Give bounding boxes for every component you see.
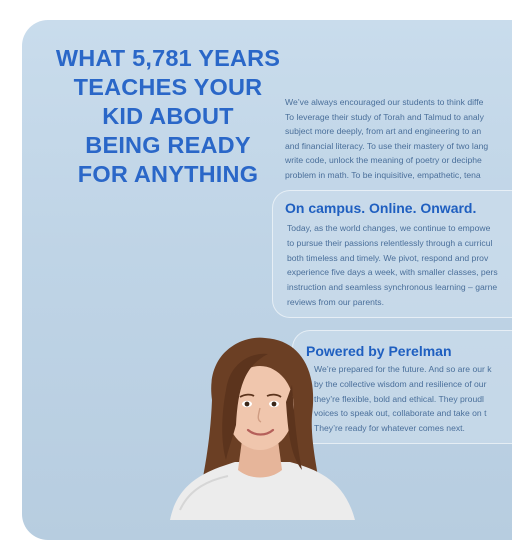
body-line: Today, as the world changes, we continue to empowe (287, 223, 491, 233)
body-line: instruction and seamless synchronous learning – garne (287, 282, 498, 293)
headline-line-2: TEACHES YOUR (73, 74, 263, 100)
girl-photo (150, 330, 370, 520)
intro-line: subject more deeply, from art and engineering to an (285, 126, 482, 137)
intro-line: write code, unlock the meaning of poetry or deciphe (285, 155, 482, 166)
headline-line-5: FOR ANYTHING (77, 161, 259, 187)
body-line: they’re flexible, bold and ethical. They proudl (314, 393, 484, 404)
body-line: experience five days a week, with smaller classes, pers (287, 267, 498, 278)
body-line: They’re ready for whatever comes next. (314, 423, 465, 434)
intro-paragraph (285, 95, 512, 183)
intro-line: To leverage their study of Torah and Talmud to analy (285, 111, 484, 122)
body-line: voices to speak out, collaborate and take on t (314, 408, 487, 419)
headline-line-4: BEING READY (85, 132, 251, 158)
headline-line-3: KID ABOUT (102, 103, 234, 129)
body-line: We’re prepared for the future. And so are our k (314, 364, 492, 374)
section-body-campus (287, 221, 498, 310)
body-line: to pursue their passions relentlessly through a curricul (287, 237, 493, 248)
body-line: by the collective wisdom and resilience of our (314, 378, 487, 389)
intro-line: problem in math. To be inquisitive, empathetic, tena (285, 169, 481, 180)
section-title-campus: On campus. Online. Onward. (285, 200, 477, 216)
headline-line-1: WHAT 5,781 YEARS (55, 45, 281, 71)
section-title-perelman: Powered by Perelman (306, 343, 452, 359)
body-line: reviews from our parents. (287, 296, 384, 307)
body-line: both timeless and timely. We pivot, respond and prov (287, 252, 489, 263)
headline (48, 44, 288, 189)
intro-line: and financial literacy. To use their mastery of two lang (285, 140, 489, 151)
intro-line: We’ve always encouraged our students to think diffe (285, 97, 484, 107)
